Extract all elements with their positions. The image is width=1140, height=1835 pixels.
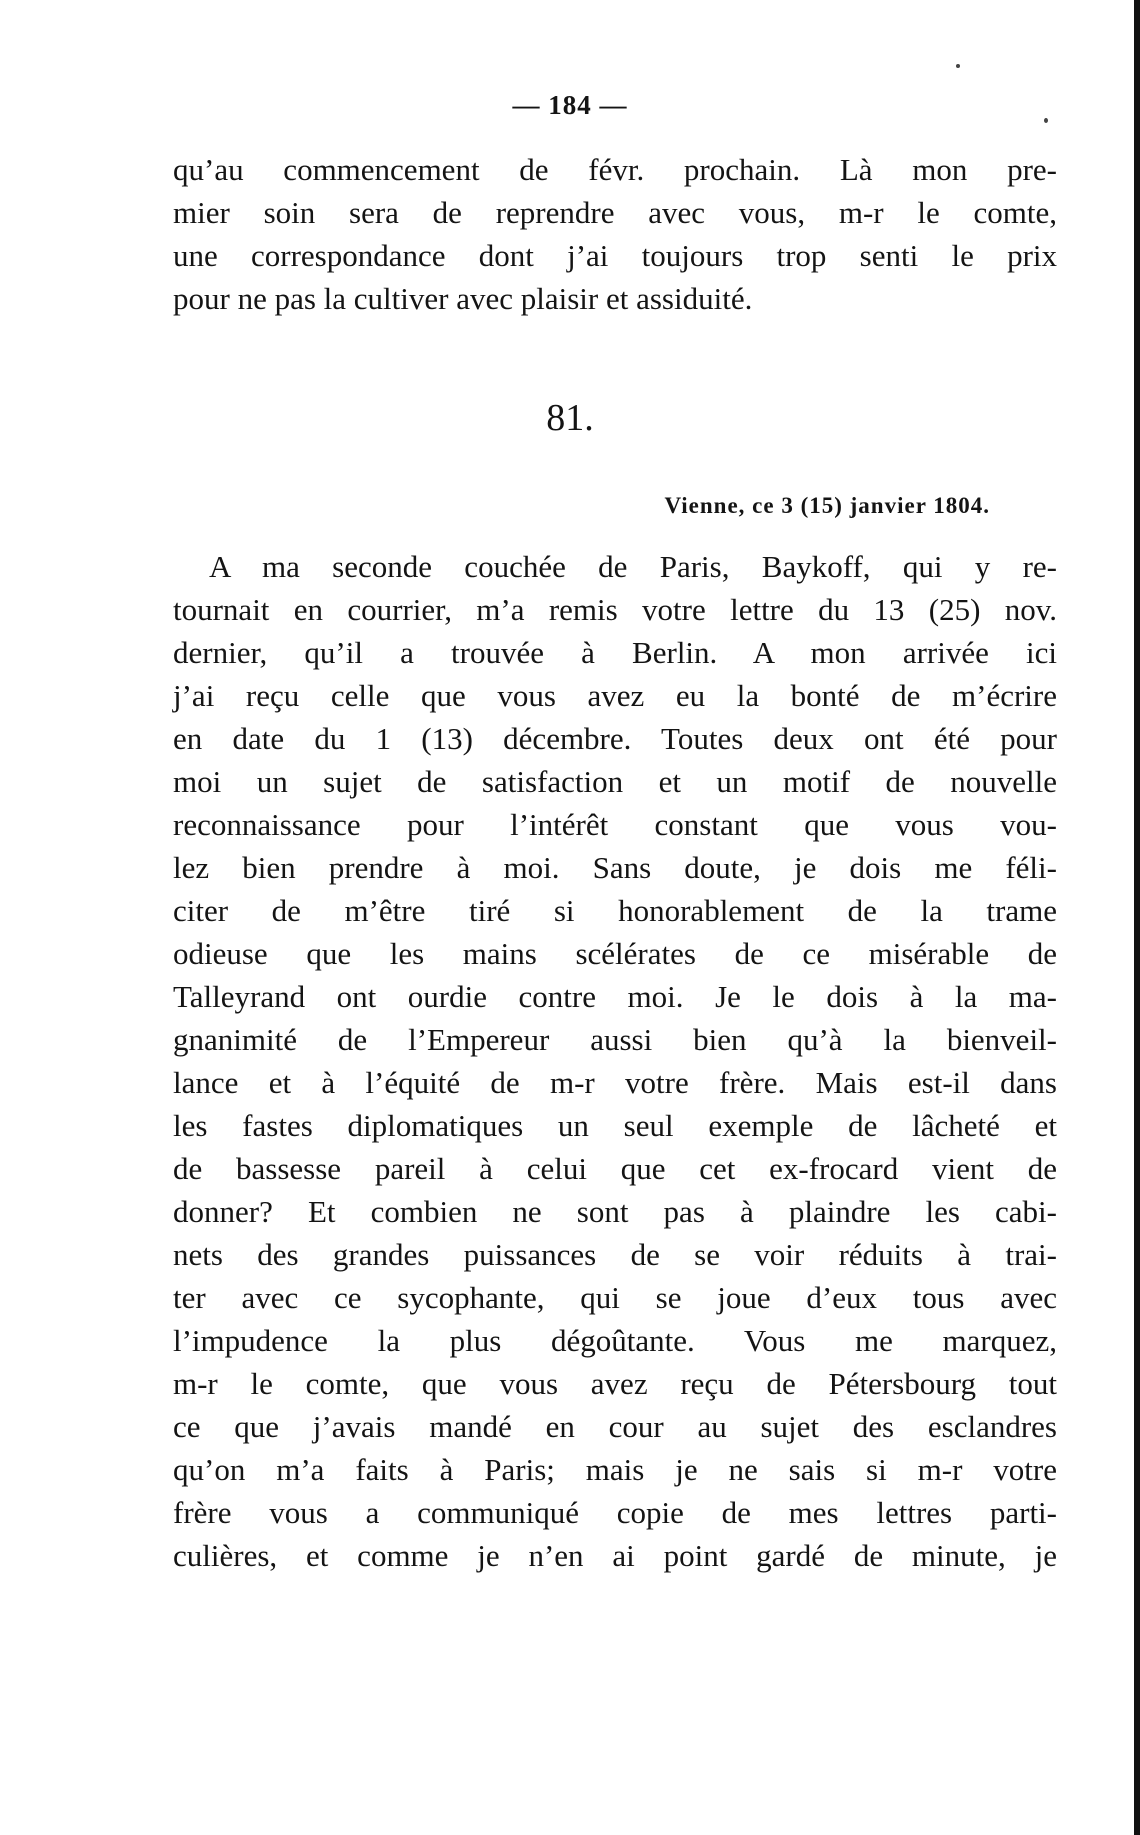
scan-speck xyxy=(956,64,960,68)
text-line: mier soin sera de reprendre avec vous, m-r le comte, xyxy=(173,195,1057,230)
text-line: qu’on m’a faits à Paris; mais je ne sais si m-r votre xyxy=(173,1452,1057,1487)
text-line: en date du 1 (13) décembre. Toutes deux ont été pour xyxy=(173,721,1057,756)
text-line: moi un sujet de satisfaction et un motif de nouvelle xyxy=(173,764,1057,799)
text-line: citer de m’être tiré si honorablement de la trame xyxy=(173,893,1057,928)
continuation-paragraph xyxy=(173,148,1057,320)
text-line: donner? Et combien ne sont pas à plaindre les cabi- xyxy=(173,1194,1057,1229)
text-line: pour ne pas la cultiver avec plaisir et assiduité. xyxy=(173,281,753,316)
letter-body xyxy=(173,545,1057,1577)
text-line: de bassesse pareil à celui que cet ex-frocard vient de xyxy=(173,1151,1057,1186)
text-line: tournait en courrier, m’a remis votre lettre du 13 (25) nov. xyxy=(173,592,1057,627)
text-line: nets des grandes puissances de se voir réduits à trai- xyxy=(173,1237,1057,1272)
page-edge-shadow xyxy=(1134,0,1140,1835)
text-line: lance et à l’équité de m-r votre frère. Mais est-il dans xyxy=(173,1065,1057,1100)
text-line: j’ai reçu celle que vous avez eu la bonté de m’écrire xyxy=(173,678,1057,713)
page-number: — 184 — xyxy=(512,90,628,120)
text-line: Talleyrand ont ourdie contre moi. Je le dois à la ma- xyxy=(173,979,1057,1014)
text-line: qu’au commencement de févr. prochain. Là mon pre- xyxy=(173,152,1057,187)
text-line: A ma seconde couchée de Paris, Baykoff, qui y re- xyxy=(209,549,1057,584)
text-line: une correspondance dont j’ai toujours trop senti le prix xyxy=(173,238,1057,273)
text-line: reconnaissance pour l’intérêt constant que vous vou- xyxy=(173,807,1057,842)
text-line: lez bien prendre à moi. Sans doute, je dois me féli- xyxy=(173,850,1057,885)
text-line: odieuse que les mains scélérates de ce misérable de xyxy=(173,936,1057,971)
text-line: dernier, qu’il a trouvée à Berlin. A mon arrivée ici xyxy=(173,635,1057,670)
text-line: l’impudence la plus dégoûtante. Vous me marquez, xyxy=(173,1323,1057,1358)
text-line: gnanimité de l’Empereur aussi bien qu’à la bienveil- xyxy=(173,1022,1057,1057)
text-line: ce que j’avais mandé en cour au sujet des esclandres xyxy=(173,1409,1057,1444)
letter-dateline: Vienne, ce 3 (15) janvier 1804. xyxy=(664,493,990,518)
text-line: m-r le comte, que vous avez reçu de Pétersbourg tout xyxy=(173,1366,1057,1401)
text-line: les fastes diplomatiques un seul exemple de lâcheté et xyxy=(173,1108,1057,1143)
text-line: ter avec ce sycophante, qui se joue d’eux tous avec xyxy=(173,1280,1057,1315)
text-line: frère vous a communiqué copie de mes lettres parti- xyxy=(173,1495,1057,1530)
text-line: culières, et comme je n’en ai point gardé de minute, je xyxy=(173,1538,1057,1573)
letter-number: 81. xyxy=(546,397,594,439)
